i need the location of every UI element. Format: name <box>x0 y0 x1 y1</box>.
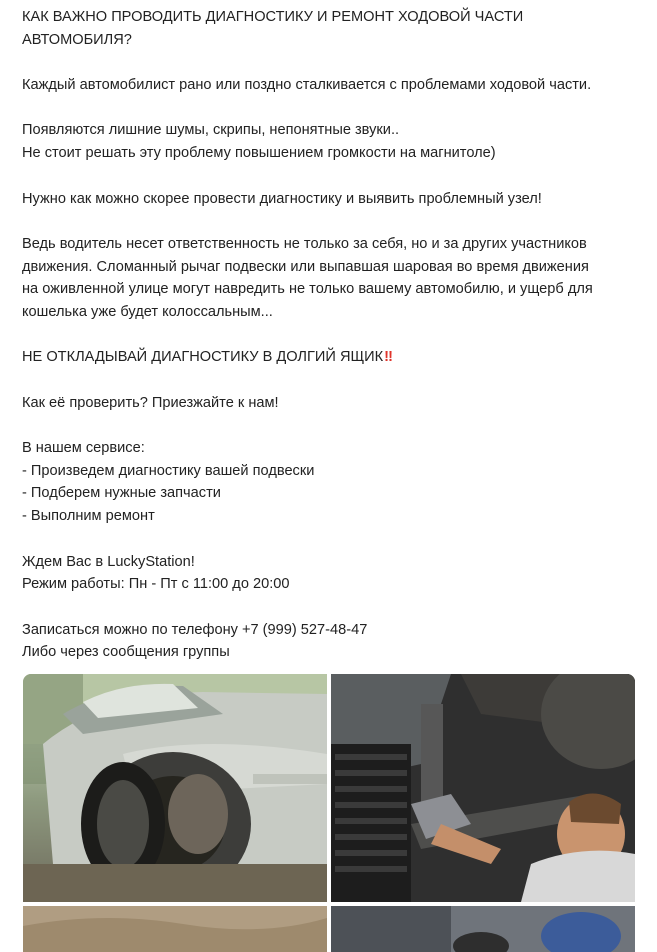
paragraph-line: Появляются лишние шумы, скрипы, непонятные звуки.. <box>22 122 400 139</box>
post-title-line: АВТОМОБИЛЯ? <box>22 31 132 48</box>
photo-grid <box>23 674 635 952</box>
list-item: - Выполним ремонт <box>22 508 155 525</box>
paragraph-line: движения. Сломанный рычаг подвески или выпавшая шаровая во время движения <box>22 258 589 275</box>
paragraph-line: Записаться можно по телефону +7 (999) 527-48-47 <box>22 621 368 638</box>
paragraph-line: Как её проверить? Приезжайте к нам! <box>22 394 279 411</box>
paragraph-line: В нашем сервисе: <box>22 440 145 457</box>
paragraph-line: Нужно как можно скорее провести диагностику и выявить проблемный узел! <box>22 190 542 207</box>
paragraph-line: Либо через сообщения группы <box>22 644 230 661</box>
photo-part-workshop[interactable] <box>331 906 635 952</box>
post-text <box>22 6 642 664</box>
warning-text: НЕ ОТКЛАДЫВАЙ ДИАГНОСТИКУ В ДОЛГИЙ ЯЩИК <box>22 349 384 366</box>
paragraph-line: на оживленной улице могут навредить не только вашему автомобилю, и ущерб для <box>22 281 593 298</box>
paragraph-line: Не стоит решать эту проблему повышением громкости на магнитоле) <box>22 145 496 162</box>
paragraph-line: кошелька уже будет колоссальным... <box>22 303 273 320</box>
paragraph-line: Ждем Вас в LuckyStation! <box>22 553 195 570</box>
paragraph-line: Режим работы: Пн - Пт с 11:00 до 20:00 <box>22 576 290 593</box>
photo-part-ground[interactable] <box>23 906 327 952</box>
post-title-line: КАК ВАЖНО ПРОВОДИТЬ ДИАГНОСТИКУ И РЕМОНТ ХОДОВОЙ ЧАСТИ <box>22 9 524 25</box>
paragraph-line: Ведь водитель несет ответственность не только за себя, но и за других участников <box>22 235 587 252</box>
list-item: - Подберем нужные запчасти <box>22 485 221 502</box>
paragraph-line <box>22 346 642 369</box>
paragraph-line: Каждый автомобилист рано или поздно сталкивается с проблемами ходовой части. <box>22 77 592 94</box>
photo-mechanic-suspension[interactable] <box>331 674 635 902</box>
photo-car-wheel[interactable] <box>23 674 327 902</box>
double-exclamation-icon: ‼ <box>384 349 391 366</box>
list-item: - Произведем диагностику вашей подвески <box>22 462 315 479</box>
